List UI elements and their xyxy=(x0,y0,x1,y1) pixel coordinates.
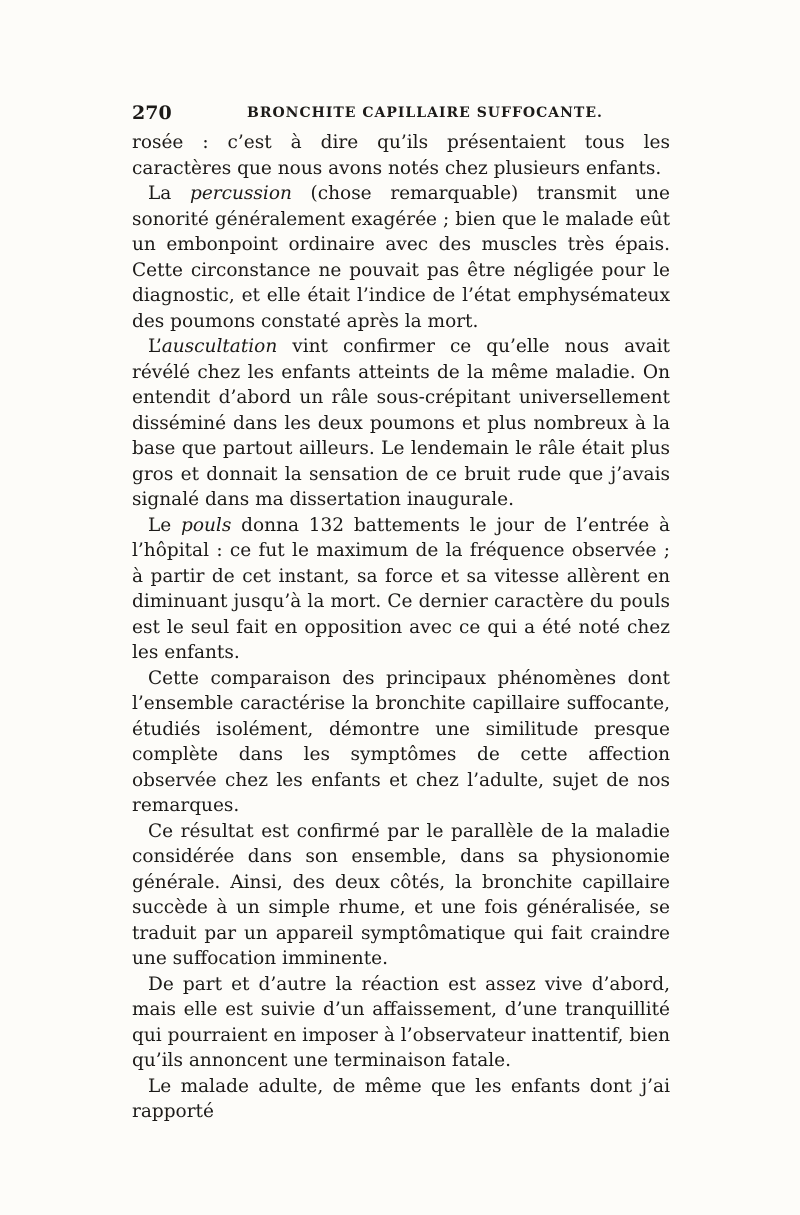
paragraph-1 xyxy=(132,130,670,181)
text-run: L’ xyxy=(148,336,162,357)
italic-term-pouls: pouls xyxy=(181,514,232,536)
text-run: Ce résultat est confirmé par le parallèle de la maladie considérée dans son ensemble, dans sa physionomie générale. Ainsi, des deux côtés, la bronchite capillaire succède à un simple rhume, et une fois généralisée, se traduit par un appareil symptômatique qui fait craindre une suffocation imminente. xyxy=(132,820,670,969)
text-run: rosée : c’est à dire qu’ils présentaient tous les caractères que nous avons notés chez plusieurs enfants. xyxy=(132,132,670,179)
text-run: Cette comparaison des principaux phénomènes dont l’ensemble caractérise la bronchite capillaire suffocante, étudiés isolément, démontre une similitude presque complète dans les symptômes de cette affection observée chez les enfants et chez l’adulte, sujet de nos remarques. xyxy=(132,667,670,816)
running-title: BRONCHITE CAPILLAIRE SUFFOCANTE. xyxy=(247,105,603,121)
page-header xyxy=(132,102,670,124)
page-number: 270 xyxy=(132,102,172,124)
paragraph-resultat xyxy=(132,819,670,972)
italic-term-auscultation: auscultation xyxy=(161,336,278,357)
text-run: (chose remarquable) transmit une sonorité généralement exagérée ; bien que le malade eût un embonpoint ordinaire avec des muscles très épais. Cette circonstance ne pouvait pas être négligée pour le diagnostic, et elle était l’indice de l’état emphysémateux des poumons constaté après la mort. xyxy=(132,183,670,332)
text-run: La xyxy=(148,183,190,204)
text-run: vint confirmer ce qu’elle nous avait révélé chez les enfants atteints de la même maladie. On entendit d’abord un râle sous-crépitant universellement disséminé dans les deux poumons et plus nombreux à la base que partout ailleurs. Le lendemain le râle était plus gros et donnait la sensation de ce bruit rude que j’avais signalé dans ma dissertation inaugurale. xyxy=(132,336,670,510)
text-run: Le xyxy=(148,514,182,536)
paragraph-malade-adulte xyxy=(132,1074,670,1125)
paragraph-comparaison xyxy=(132,666,670,819)
body-text xyxy=(132,130,670,1125)
paragraph-auscultation xyxy=(132,334,670,513)
text-run: Le malade adulte, de même que les enfants dont j’ai rapporté xyxy=(132,1075,670,1122)
paragraph-pouls xyxy=(132,513,670,666)
paragraph-percussion xyxy=(132,181,670,334)
text-run: donna 132 battements le jour de l’entrée à l’hôpital : ce fut le maximum de la fréquence observée ; à partir de cet instant, sa force et sa vitesse allèrent en diminuant jusqu’à la mort. Ce dernier caractère du pouls est le seul fait en opposition avec ce qui a été noté chez les enfants. xyxy=(132,514,670,663)
text-run: De part et d’autre la réaction est assez vive d’abord, mais elle est suivie d’un affaissement, d’une tranquillité qui pourraient en imposer à l’observateur inattentif, bien qu’ils annoncent une terminaison fatale. xyxy=(132,973,670,1071)
paragraph-reaction xyxy=(132,972,670,1074)
italic-term-percussion: percussion xyxy=(190,183,292,204)
